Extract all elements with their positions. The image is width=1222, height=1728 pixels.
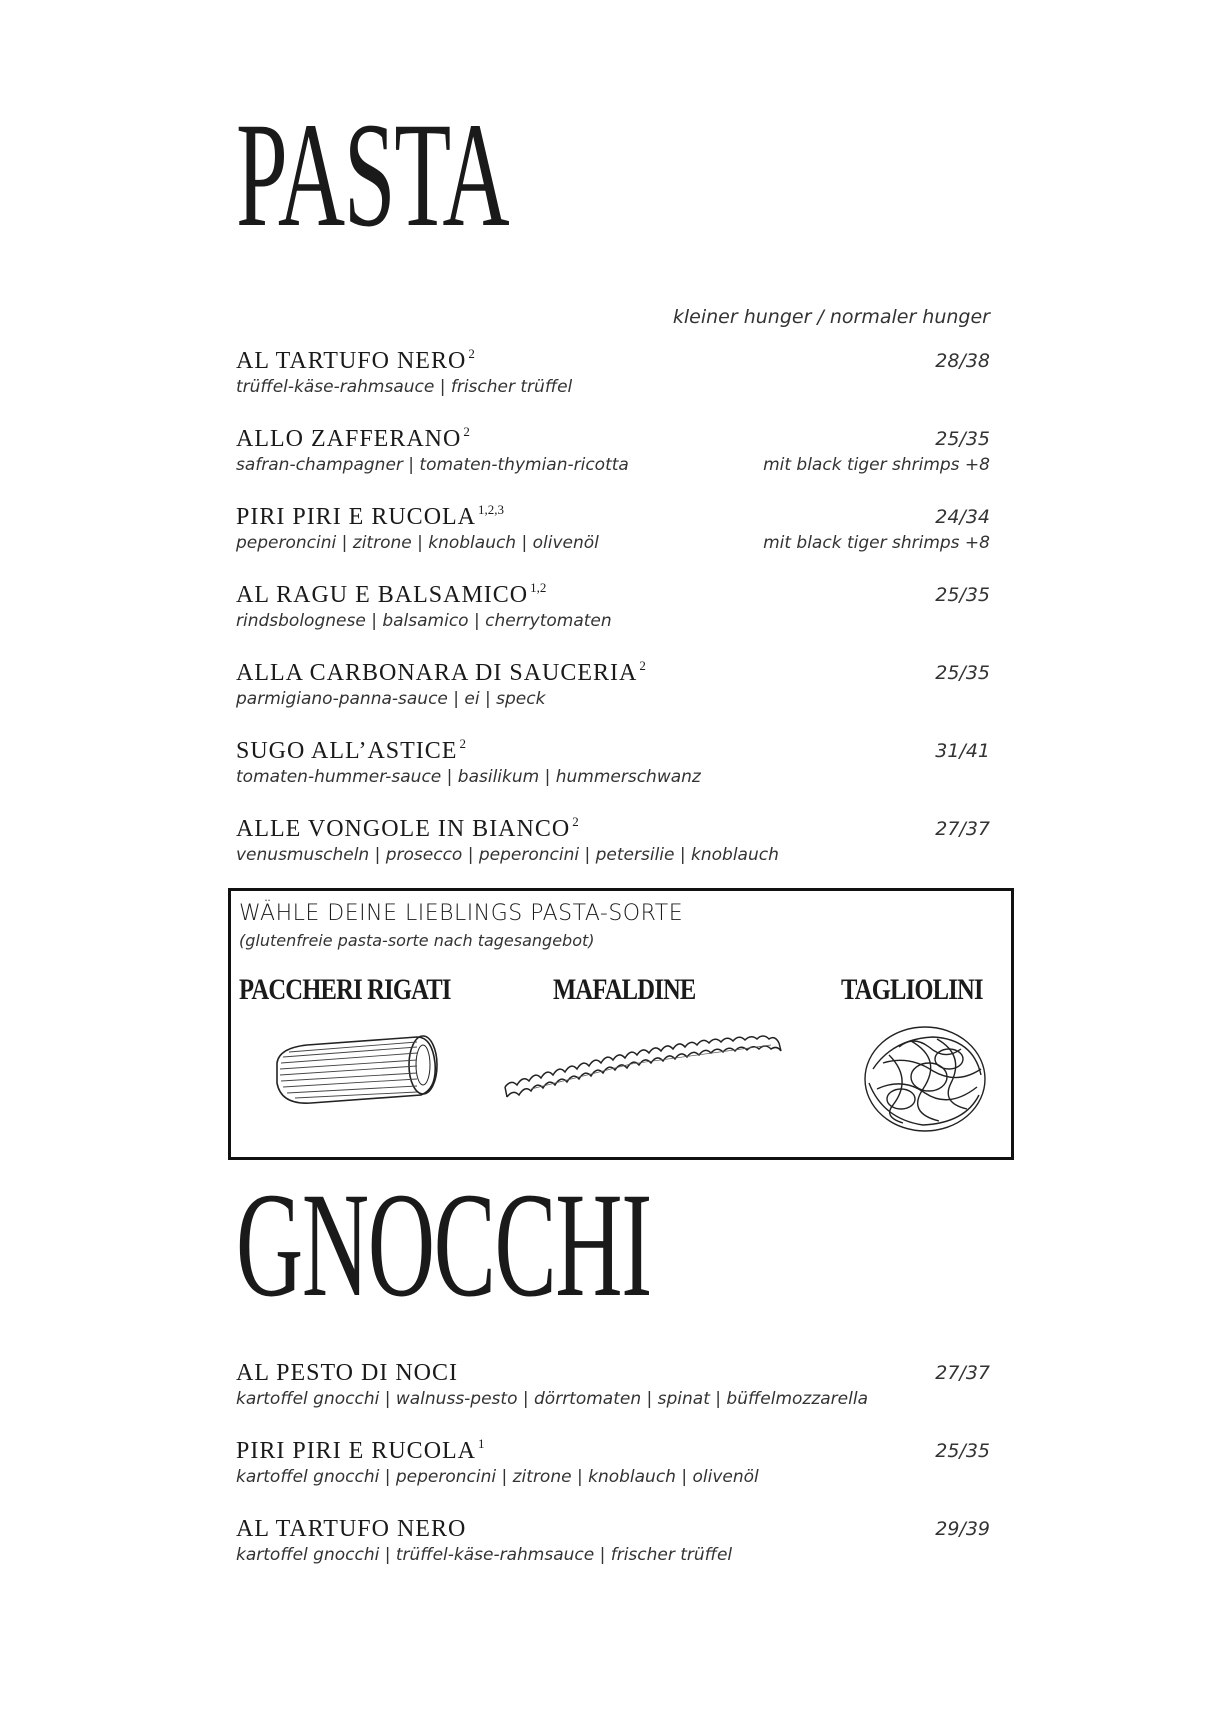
paccheri-icon xyxy=(267,1023,447,1113)
menu-item xyxy=(236,736,990,796)
item-name: PIRI PIRI E RUCOLA $^1$ xyxy=(236,1436,485,1464)
shape-label-tagliolini: TAGLIOLINI xyxy=(841,973,983,1006)
item-description: kartoffel gnocchi | peperoncini | zitrone | knoblauch | olivenöl xyxy=(236,1467,759,1487)
menu-item xyxy=(236,1514,990,1574)
menu-item xyxy=(236,814,990,874)
item-extra-option: mit black tiger shrimps +8 xyxy=(763,533,990,553)
menu-item xyxy=(236,346,990,406)
item-name: AL TARTUFO NERO $^2$ xyxy=(236,346,475,374)
allergen-codes: 2 xyxy=(459,736,466,751)
pasta-section-title: PASTA xyxy=(236,92,509,258)
item-description: tomaten-hummer-sauce | basilikum | hummerschwanz xyxy=(236,767,701,787)
item-name: SUGO ALL’ASTICE $^2$ xyxy=(236,736,466,764)
allergen-codes: 2 xyxy=(572,814,579,829)
allergen-codes: 1,2,3 xyxy=(478,502,505,517)
item-price: 31/41 xyxy=(935,740,990,762)
item-name: AL RAGU E BALSAMICO $^{1,2}$ xyxy=(236,580,547,608)
item-name: ALLE VONGOLE IN BIANCO $^2$ xyxy=(236,814,579,842)
item-price: 24/34 xyxy=(935,506,990,528)
mafaldine-icon xyxy=(501,1031,791,1101)
item-name: ALLA CARBONARA DI SAUCERIA $^2$ xyxy=(236,658,646,686)
price-legend: kleiner hunger / normaler hunger xyxy=(672,306,990,328)
allergen-codes: 2 xyxy=(468,346,475,361)
shape-label-mafaldine: MAFALDINE xyxy=(553,973,696,1006)
menu-item xyxy=(236,424,990,484)
item-name: AL PESTO DI NOCI xyxy=(236,1360,459,1386)
item-price: 27/37 xyxy=(935,1362,990,1384)
item-price: 25/35 xyxy=(935,584,990,606)
allergen-codes: 2 xyxy=(463,424,470,439)
item-name: PIRI PIRI E RUCOLA $^{1,2,3}$ xyxy=(236,502,505,530)
pasta-choice-title: WÄHLE DEINE LIEBLINGS PASTA-SORTE xyxy=(239,901,684,926)
menu-item xyxy=(236,502,990,562)
pasta-choice-note: (glutenfreie pasta-sorte nach tagesangebot) xyxy=(239,931,595,950)
item-name: AL TARTUFO NERO xyxy=(236,1516,467,1542)
menu-item xyxy=(236,580,990,640)
item-extra-option: mit black tiger shrimps +8 xyxy=(763,455,990,475)
item-price: 25/35 xyxy=(935,1440,990,1462)
allergen-codes: 1,2 xyxy=(530,580,547,595)
shape-label-paccheri: PACCHERI RIGATI xyxy=(239,973,451,1006)
gnocchi-section-title: GNOCCHI xyxy=(236,1162,652,1328)
menu-item xyxy=(236,658,990,718)
item-description: peperoncini | zitrone | knoblauch | olivenöl xyxy=(236,533,599,553)
item-price: 25/35 xyxy=(935,662,990,684)
allergen-codes: 2 xyxy=(639,658,646,673)
item-name: ALLO ZAFFERANO $^2$ xyxy=(236,424,470,452)
item-description: rindsbolognese | balsamico | cherrytomaten xyxy=(236,611,612,631)
menu-item xyxy=(236,1436,990,1496)
menu-item xyxy=(236,1358,990,1418)
pasta-choice-box xyxy=(228,888,1014,1160)
item-description: venusmuscheln | prosecco | peperoncini | petersilie | knoblauch xyxy=(236,845,779,865)
item-price: 25/35 xyxy=(935,428,990,450)
tagliolini-icon xyxy=(853,1019,1003,1139)
item-description: parmigiano-panna-sauce | ei | speck xyxy=(236,689,546,709)
item-price: 29/39 xyxy=(935,1518,990,1540)
allergen-codes: 1 xyxy=(478,1436,485,1451)
item-description: safran-champagner | tomaten-thymian-ricotta xyxy=(236,455,629,475)
item-description: kartoffel gnocchi | walnuss-pesto | dörrtomaten | spinat | büffelmozzarella xyxy=(236,1389,868,1409)
item-price: 28/38 xyxy=(935,350,990,372)
item-description: kartoffel gnocchi | trüffel-käse-rahmsauce | frischer trüffel xyxy=(236,1545,733,1565)
item-description: trüffel-käse-rahmsauce | frischer trüffel xyxy=(236,377,573,397)
item-price: 27/37 xyxy=(935,818,990,840)
